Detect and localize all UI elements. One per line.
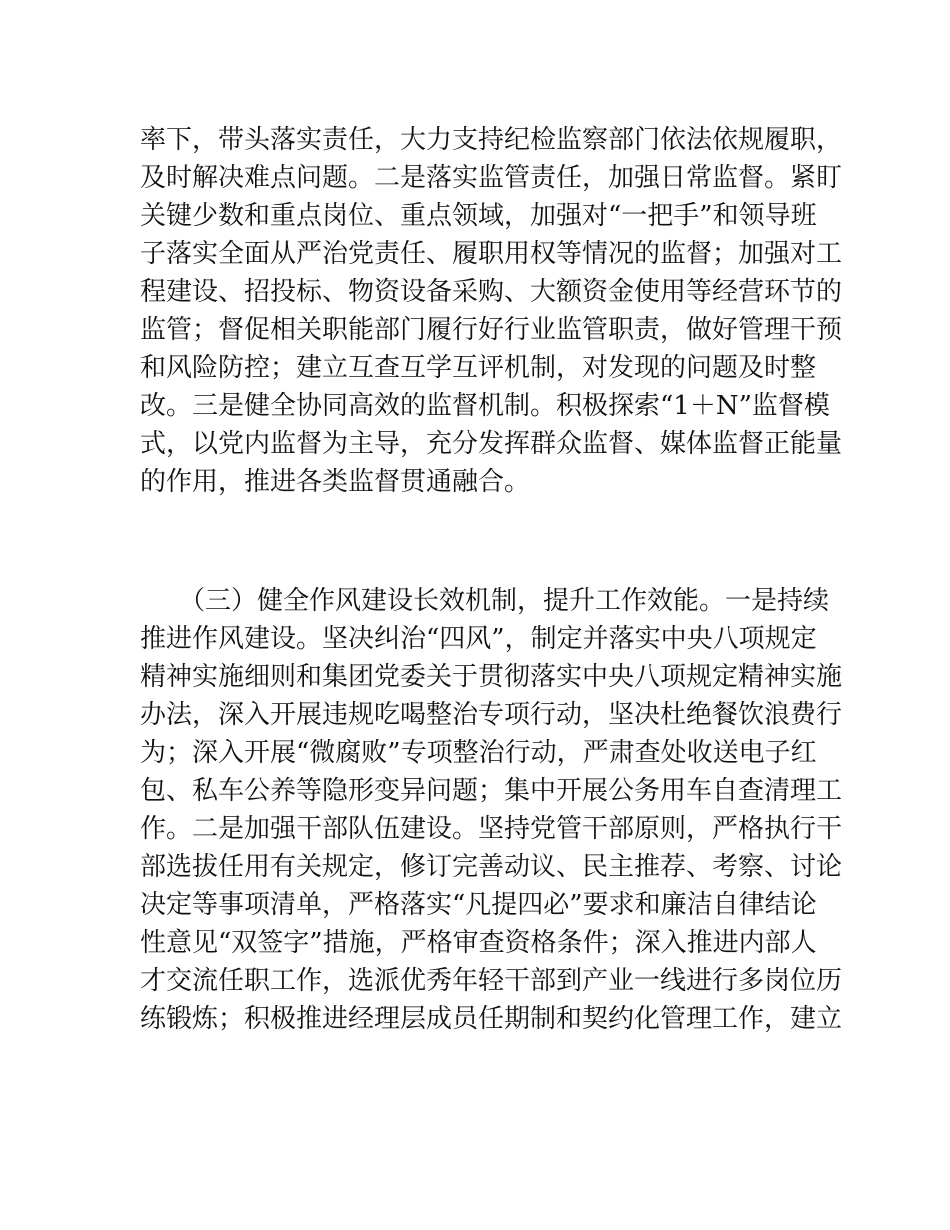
text-line: 为；深入开展“微腐败”专项整治行动，严肃查处收送电子红 — [140, 738, 817, 768]
text-line: 办法，深入开展违规吃喝整治专项行动，坚决杜绝餐饮浪费行 — [140, 700, 843, 730]
text-line: 推进作风建设。坚决纠治“四风”，制定并落实中央八项规定 — [140, 624, 817, 654]
text-line: 的作用，推进各类监督贯通融合。 — [140, 467, 531, 497]
text-line: 关键少数和重点岗位、重点领域，加强对“一把手”和领导班 — [140, 201, 817, 231]
text-line: 决定等事项清单，严格落实“凡提四必”要求和廉洁自律结论 — [140, 890, 817, 920]
paragraph-supervision-responsibility — [140, 121, 843, 501]
text-line: 程建设、招投标、物资设备采购、大额资金使用等经营环节的 — [140, 277, 843, 307]
text-line: （三）健全作风建设长效机制，提升工作效能。一是持续 — [140, 586, 830, 616]
text-line: 率下，带头落实责任，大力支持纪检监察部门依法依规履职， — [140, 125, 843, 155]
text-line: 精神实施细则和集团党委关于贯彻落实中央八项规定精神实施 — [140, 662, 843, 692]
text-line: 包、私车公养等隐形变异问题；集中开展公务用车自查清理工 — [140, 776, 843, 806]
text-line: 性意见“双签字”措施，严格审查资格条件；深入推进内部人 — [140, 928, 817, 958]
text-line: 作。二是加强干部队伍建设。坚持党管干部原则，严格执行干 — [140, 814, 843, 844]
text-line: 和风险防控；建立互查互学互评机制，对发现的问题及时整 — [140, 353, 817, 383]
text-line: 改。三是健全协同高效的监督机制。积极探索“1＋N”监督模 — [140, 391, 830, 421]
paragraph-work-style-mechanism — [140, 582, 843, 1038]
text-line: 监管；督促相关职能部门履行好行业监管职责，做好管理干预 — [140, 315, 843, 345]
text-line: 部选拔任用有关规定，修订完善动议、民主推荐、考察、讨论 — [140, 852, 843, 882]
text-line: 练锻炼；积极推进经理层成员任期制和契约化管理工作，建立 — [140, 1004, 843, 1034]
text-line: 才交流任职工作，选派优秀年轻干部到产业一线进行多岗位历 — [140, 966, 843, 996]
text-line: 子落实全面从严治党责任、履职用权等情况的监督；加强对工 — [140, 239, 843, 269]
text-line: 式，以党内监督为主导，充分发挥群众监督、媒体监督正能量 — [140, 429, 843, 459]
text-line: 及时解决难点问题。二是落实监管责任，加强日常监督。紧盯 — [140, 163, 843, 193]
